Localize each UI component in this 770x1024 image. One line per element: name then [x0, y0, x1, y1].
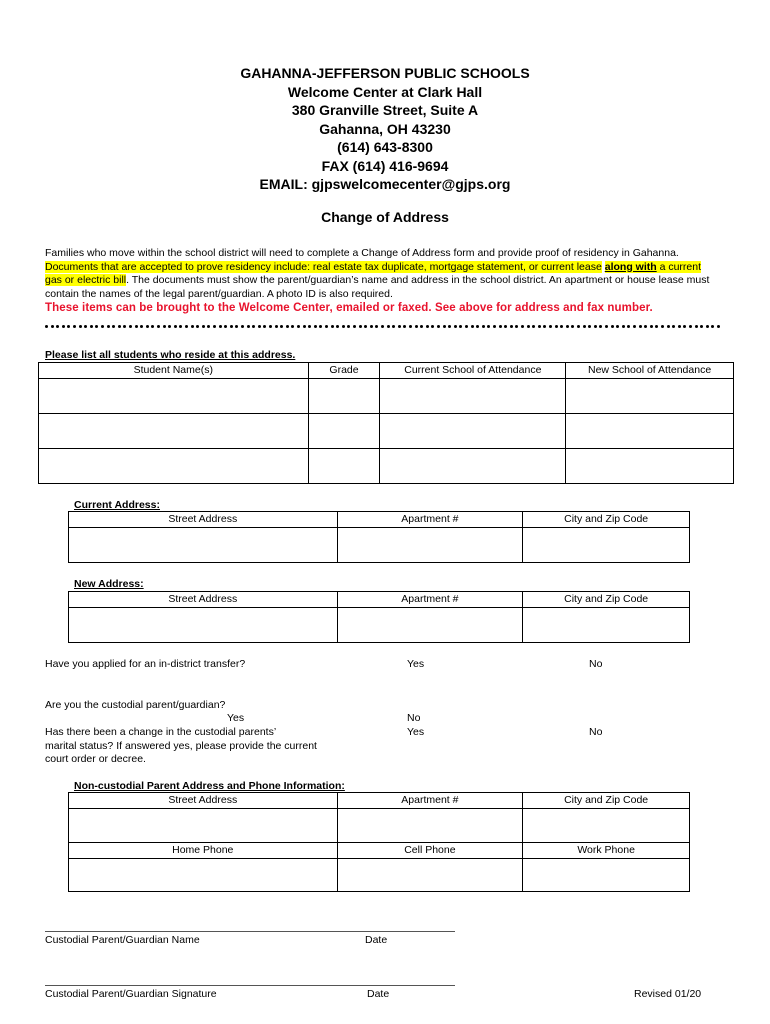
- current-school-cell[interactable]: [380, 414, 566, 449]
- divider-dot: [538, 325, 541, 328]
- apartment-header: Apartment #: [337, 592, 523, 608]
- home-phone-field[interactable]: [69, 859, 338, 892]
- divider-dot: [202, 325, 205, 328]
- new-address-table: [68, 591, 690, 643]
- divider-dot: [241, 325, 244, 328]
- divider-dot: [174, 325, 177, 328]
- divider-dot: [168, 325, 171, 328]
- divider-dot: [230, 325, 233, 328]
- marital-question-line-1: Has there been a change in the custodial parents’: [45, 726, 277, 738]
- divider-dot: [275, 325, 278, 328]
- divider-dot: [219, 325, 222, 328]
- divider-dot: [415, 325, 418, 328]
- intro-highlight-2: a current gas or electric bill: [45, 260, 702, 287]
- divider-dot: [560, 325, 563, 328]
- divider-dot: [151, 325, 154, 328]
- grade-cell[interactable]: [308, 449, 380, 484]
- district-name: GAHANNA-JEFFERSON PUBLIC SCHOOLS: [240, 65, 530, 81]
- name-signature-line[interactable]: [45, 931, 455, 932]
- divider-dot: [207, 325, 210, 328]
- current-school-cell[interactable]: [380, 379, 566, 414]
- divider-dot: [426, 325, 429, 328]
- divider-dot: [527, 325, 530, 328]
- grade-header: Grade: [308, 363, 380, 379]
- divider-dot: [163, 325, 166, 328]
- divider-dot: [62, 325, 65, 328]
- students-label: Please list all students who reside at this address.: [45, 349, 296, 361]
- divider-dot: [213, 325, 216, 328]
- date-label-1: Date: [365, 934, 388, 946]
- students-header-row: [39, 363, 734, 379]
- intro-highlight-underlined: along with: [604, 260, 657, 273]
- divider-dot: [135, 325, 138, 328]
- divider-dot: [627, 325, 630, 328]
- divider-dot: [179, 325, 182, 328]
- divider-dot: [224, 325, 227, 328]
- marital-no-option[interactable]: No: [589, 726, 603, 738]
- street-address-header: Street Address: [69, 512, 338, 528]
- intro-text-2: . The documents must show the parent/guardian’s name and address in the school district. An apartment or house lease must contain the names of the legal parent/guardian. A photo ID is also required.: [45, 274, 710, 300]
- student-row: [39, 449, 734, 484]
- divider-dot: [448, 325, 451, 328]
- divider-dot: [594, 325, 597, 328]
- welcome-center-name: Welcome Center at Clark Hall: [287, 83, 483, 100]
- intro-paragraph: [45, 247, 717, 301]
- noncustodial-address-row: [69, 809, 690, 843]
- new-school-cell[interactable]: [566, 449, 734, 484]
- divider-dot: [661, 325, 664, 328]
- divider-dot: [56, 325, 59, 328]
- street-address-header: Street Address: [69, 793, 338, 809]
- cell-phone-header: Cell Phone: [337, 843, 523, 859]
- divider-dot: [359, 325, 362, 328]
- students-table: [38, 362, 734, 484]
- noncustodial-city-zip-field[interactable]: [523, 809, 690, 843]
- divider-dot: [107, 325, 110, 328]
- divider-dot: [443, 325, 446, 328]
- cell-phone-field[interactable]: [337, 859, 523, 892]
- student-name-cell[interactable]: [39, 414, 309, 449]
- divider-dot: [717, 325, 720, 328]
- new-address-row: [69, 608, 690, 643]
- divider-dot: [398, 325, 401, 328]
- divider-dot: [711, 325, 714, 328]
- divider-dot: [493, 325, 496, 328]
- divider-dot: [84, 325, 87, 328]
- marital-yes-option[interactable]: Yes: [407, 726, 425, 738]
- divider-dot: [123, 325, 126, 328]
- guardian-signature-label: Custodial Parent/Guardian Signature: [45, 988, 217, 1000]
- divider-dot: [67, 325, 70, 328]
- transfer-yes-option[interactable]: Yes: [407, 658, 425, 670]
- divider-dot: [454, 325, 457, 328]
- student-row: [39, 414, 734, 449]
- transfer-no-option[interactable]: No: [589, 658, 603, 670]
- work-phone-header: Work Phone: [523, 843, 690, 859]
- current-street-field[interactable]: [69, 528, 338, 563]
- divider-dot: [403, 325, 406, 328]
- divider-dot: [504, 325, 507, 328]
- divider-dot: [263, 325, 266, 328]
- new-street-field[interactable]: [69, 608, 338, 643]
- custodial-question: Are you the custodial parent/guardian?: [45, 699, 226, 711]
- divider-dot: [678, 325, 681, 328]
- street-address-header: Street Address: [69, 592, 338, 608]
- divider-dot: [331, 325, 334, 328]
- divider-dot: [471, 325, 474, 328]
- student-row: [39, 379, 734, 414]
- divider-dot: [431, 325, 434, 328]
- divider-dot: [633, 325, 636, 328]
- revision-date: Revised 01/20: [634, 988, 702, 1000]
- current-school-header: Current School of Attendance: [380, 363, 566, 379]
- city-zip-header: City and Zip Code: [523, 592, 690, 608]
- divider-dot: [639, 325, 642, 328]
- divider-dot: [392, 325, 395, 328]
- divider-dot: [476, 325, 479, 328]
- current-school-cell[interactable]: [380, 449, 566, 484]
- divider-dot: [459, 325, 462, 328]
- divider-dot: [235, 325, 238, 328]
- divider-dot: [555, 325, 558, 328]
- divider-dot: [566, 325, 569, 328]
- new-school-cell[interactable]: [566, 379, 734, 414]
- new-city-zip-field[interactable]: [523, 608, 690, 643]
- divider-dot: [571, 325, 574, 328]
- transfer-question: Have you applied for an in-district transfer?: [45, 658, 246, 670]
- divider-dot: [347, 325, 350, 328]
- new-address-header-row: [69, 592, 690, 608]
- new-apartment-field[interactable]: [337, 608, 523, 643]
- divider-dot: [129, 325, 132, 328]
- signature-line[interactable]: [45, 985, 455, 986]
- divider-dot: [325, 325, 328, 328]
- divider-dot: [622, 325, 625, 328]
- noncustodial-table: [68, 792, 690, 892]
- divider-dot: [588, 325, 591, 328]
- divider-dot: [95, 325, 98, 328]
- divider-dot: [291, 325, 294, 328]
- divider-dot: [437, 325, 440, 328]
- divider-dot: [387, 325, 390, 328]
- new-school-cell[interactable]: [566, 414, 734, 449]
- divider-dot: [521, 325, 524, 328]
- student-name-header: Student Name(s): [39, 363, 309, 379]
- city-zip-header: City and Zip Code: [523, 512, 690, 528]
- date-label-2: Date: [367, 988, 390, 1000]
- new-address-label: New Address:: [74, 578, 144, 590]
- school-header: [0, 64, 770, 194]
- divider-dot: [286, 325, 289, 328]
- divider-dot: [191, 325, 194, 328]
- divider-dot: [364, 325, 367, 328]
- divider-dot: [185, 325, 188, 328]
- divider-dot: [644, 325, 647, 328]
- intro-text-1: Families who move within the school district will need to complete a Change of Address form and provide proof of residency in Gahanna.: [45, 247, 679, 259]
- current-apartment-field[interactable]: [337, 528, 523, 563]
- divider-dot: [308, 325, 311, 328]
- divider-dot: [258, 325, 261, 328]
- divider-dot: [353, 325, 356, 328]
- apartment-header: Apartment #: [337, 512, 523, 528]
- divider-dot: [118, 325, 121, 328]
- divider-dot: [611, 325, 614, 328]
- divider-dot: [577, 325, 580, 328]
- divider-dot: [252, 325, 255, 328]
- divider-dot: [465, 325, 468, 328]
- divider-dot: [700, 325, 703, 328]
- divider-dot: [689, 325, 692, 328]
- divider-dot: [375, 325, 378, 328]
- divider-dot: [140, 325, 143, 328]
- grade-cell[interactable]: [308, 414, 380, 449]
- divider-dot: [499, 325, 502, 328]
- divider-dot: [706, 325, 709, 328]
- divider-dot: [616, 325, 619, 328]
- divider-dot: [247, 325, 250, 328]
- custodial-yes-option[interactable]: Yes: [227, 712, 245, 724]
- noncustodial-apartment-field[interactable]: [337, 809, 523, 843]
- divider-dot: [79, 325, 82, 328]
- fax-number: FAX (614) 416-9694: [321, 157, 449, 174]
- divider-dot: [583, 325, 586, 328]
- divider-dot: [370, 325, 373, 328]
- form-title: Change of Address: [321, 209, 449, 225]
- divider-dot: [157, 325, 160, 328]
- divider-dot: [146, 325, 149, 328]
- divider-dot: [51, 325, 54, 328]
- apartment-header: Apartment #: [337, 793, 523, 809]
- divider-dot: [655, 325, 658, 328]
- noncustodial-label: Non-custodial Parent Address and Phone Information:: [74, 780, 345, 792]
- current-address-label: Current Address:: [74, 499, 160, 511]
- divider-dot: [101, 325, 104, 328]
- city-zip-header: City and Zip Code: [523, 793, 690, 809]
- marital-question-line-3: court order or decree.: [45, 753, 146, 765]
- noncustodial-phone-row: [69, 859, 690, 892]
- divider-dot: [73, 325, 76, 328]
- city-state-zip: Gahanna, OH 43230: [319, 120, 451, 137]
- noncustodial-phone-header-row: [69, 843, 690, 859]
- student-name-cell[interactable]: [39, 379, 309, 414]
- noncustodial-address-header-row: [69, 793, 690, 809]
- divider-dot: [605, 325, 608, 328]
- divider-dot: [90, 325, 93, 328]
- current-address-header-row: [69, 512, 690, 528]
- divider-dot: [297, 325, 300, 328]
- new-school-header: New School of Attendance: [566, 363, 734, 379]
- divider-dot: [510, 325, 513, 328]
- divider-dot: [667, 325, 670, 328]
- divider-dot: [196, 325, 199, 328]
- divider-dot: [482, 325, 485, 328]
- divider-dot: [672, 325, 675, 328]
- email-address: EMAIL: gjpswelcomecenter@gjps.org: [259, 176, 511, 192]
- street-address: 380 Granville Street, Suite A: [291, 102, 479, 118]
- divider-dot: [314, 325, 317, 328]
- work-phone-field[interactable]: [523, 859, 690, 892]
- divider-dot: [45, 325, 48, 328]
- home-phone-header: Home Phone: [69, 843, 338, 859]
- current-city-zip-field[interactable]: [523, 528, 690, 563]
- divider-dot: [303, 325, 306, 328]
- phone-number: (614) 643-8300: [337, 139, 433, 155]
- custodial-no-option[interactable]: No: [407, 712, 421, 724]
- marital-question-line-2: marital status? If answered yes, please provide the current: [45, 740, 317, 752]
- student-name-cell[interactable]: [39, 449, 309, 484]
- divider-dot: [650, 325, 653, 328]
- current-address-table: [68, 511, 690, 563]
- red-notice: These items can be brought to the Welcome Center, emailed or faxed. See above for address and fax number.: [45, 302, 653, 314]
- divider-dot: [683, 325, 686, 328]
- divider-dot: [420, 325, 423, 328]
- intro-highlight-1: Documents that are accepted to prove residency include: real estate tax duplicate, mortgage statement, or current lease: [45, 260, 602, 273]
- divider-dot: [487, 325, 490, 328]
- divider-dot: [342, 325, 345, 328]
- divider-dot: [543, 325, 546, 328]
- divider-dot: [532, 325, 535, 328]
- divider-dot: [515, 325, 518, 328]
- dotted-divider: [45, 325, 725, 333]
- divider-dot: [381, 325, 384, 328]
- divider-dot: [112, 325, 115, 328]
- divider-dot: [599, 325, 602, 328]
- divider-dot: [695, 325, 698, 328]
- current-address-row: [69, 528, 690, 563]
- divider-dot: [549, 325, 552, 328]
- noncustodial-street-field[interactable]: [69, 809, 338, 843]
- guardian-name-label: Custodial Parent/Guardian Name: [45, 934, 200, 946]
- divider-dot: [280, 325, 283, 328]
- divider-dot: [319, 325, 322, 328]
- divider-dot: [336, 325, 339, 328]
- divider-dot: [409, 325, 412, 328]
- grade-cell[interactable]: [308, 379, 380, 414]
- divider-dot: [269, 325, 272, 328]
